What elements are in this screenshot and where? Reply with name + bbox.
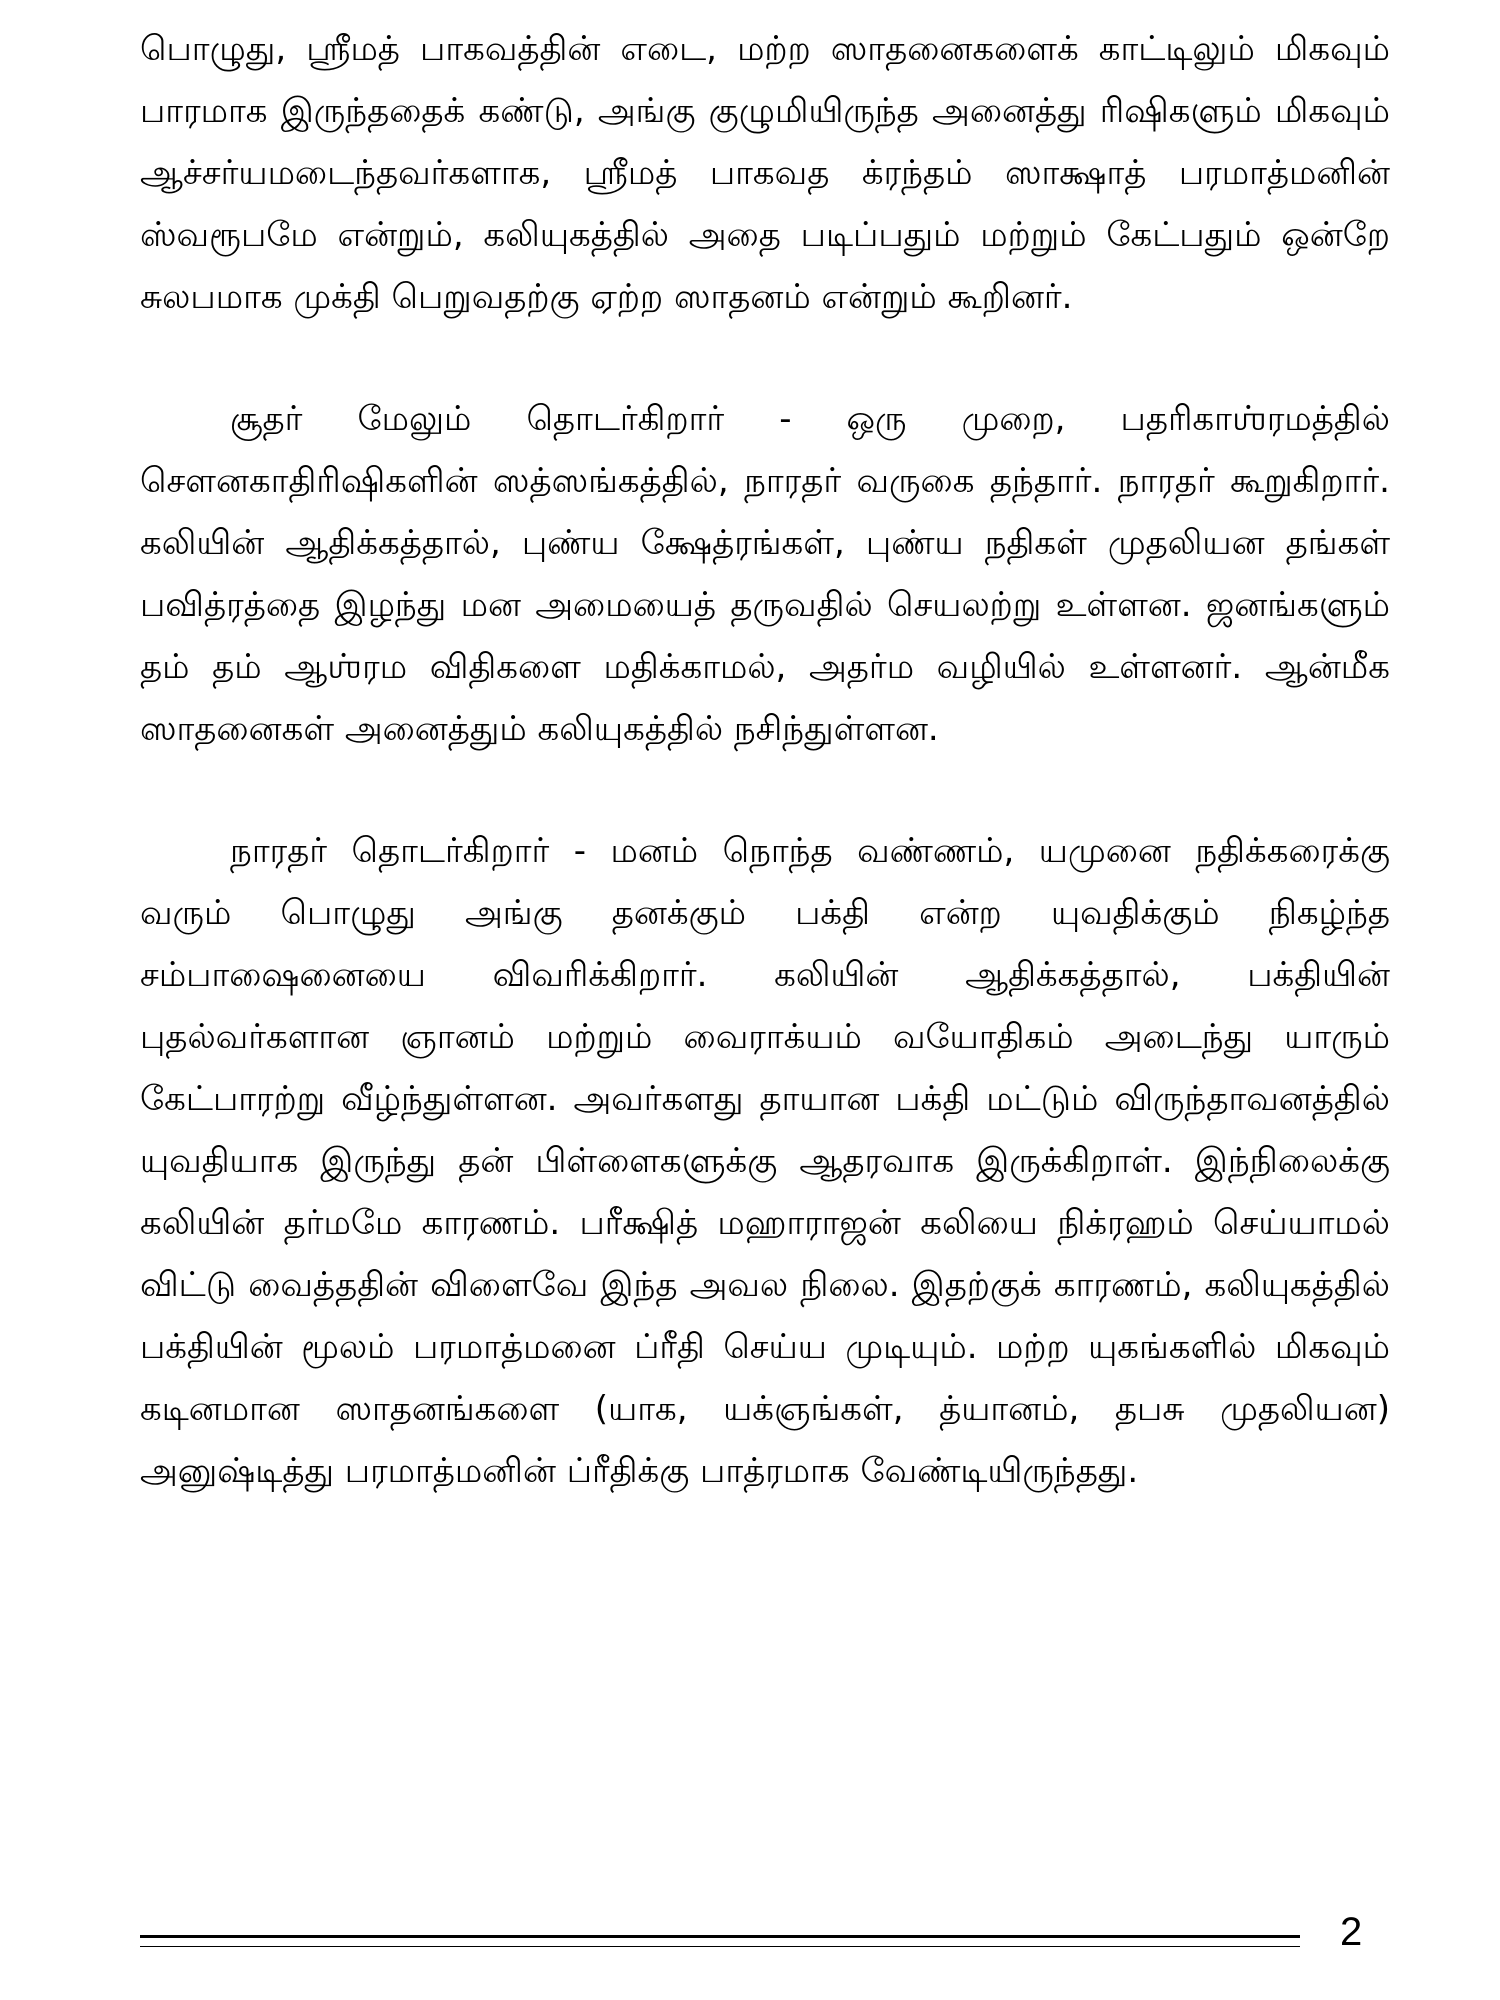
document-page [140, 18, 1390, 1562]
paragraph-2: சூதர் மேலும் தொடர்கிறார் - ஒரு முறை, பதரிகாஶ்ரமத்தில் சௌனகாதிரிஷிகளின் ஸத்ஸங்கத்தில், நாரதர் வருகை தந்தார். நாரதர் கூறுகிறார். கலியின் ஆதிக்கத்தால், புண்ய க்ஷேத்ரங்கள், புண்ய நதிகள் முதலியன தங்கள் பவித்ரத்தை இழந்து மன அமையைத் தருவதில் செயலற்று உள்ளன. ஜனங்களும் தம் தம் ஆஶ்ரம விதிகளை மதிக்காமல், அதர்ம வழியில் உள்ளனர். ஆன்மீக ஸாதனைகள் அனைத்தும் கலியுகத்தில் நசிந்துள்ளன. [140, 399, 1390, 749]
paragraph-3: நாரதர் தொடர்கிறார் - மனம் நொந்த வண்ணம், யமுனை நதிக்கரைக்கு வரும் பொழுது அங்கு தனக்கும் பக்தி என்ற யுவதிக்கும் நிகழ்ந்த சம்பாஷைனையை விவரிக்கிறார். கலியின் ஆதிக்கத்தால், பக்தியின் புதல்வர்களான ஞானம் மற்றும் வைராக்யம் வயோதிகம் அடைந்து யாரும் கேட்பாரற்று வீழ்ந்துள்ளன. அவர்களது தாயான பக்தி மட்டும் விருந்தாவனத்தில் யுவதியாக இருந்து தன் பிள்ளைகளுக்கு ஆதரவாக இருக்கிறாள். இந்நிலைக்கு கலியின் தர்மமே காரணம். பரீக்ஷித் மஹாராஜன் கலியை நிக்ரஹம் செய்யாமல் விட்டு வைத்ததின் விளைவே இந்த அவல நிலை. இதற்குக் காரணம், கலியுகத்தில் பக்தியின் மூலம் பரமாத்மனை ப்ரீதி செய்ய முடியும். மற்ற யுகங்களில் மிகவும் கடினமான ஸாதனங்களை (யாக, யக்ஞங்கள், த்யானம், தபசு முதலியன) அனுஷ்டித்து பரமாத்மனின் ப்ரீதிக்கு பாத்ரமாக வேண்டியிருந்தது. [140, 831, 1390, 1491]
footer-divider [140, 1935, 1300, 1947]
paragraph-1: பொழுது, ஸ்ரீமத் பாகவத்தின் எடை, மற்ற ஸாதனைகளைக் காட்டிலும் மிகவும் பாரமாக இருந்ததைக் கண்டு, அங்கு குழுமியிருந்த அனைத்து ரிஷிகளும் மிகவும் ஆச்சர்யமடைந்தவர்களாக, ஸ்ரீமத் பாகவத க்ரந்தம் ஸாக்ஷாத் பரமாத்மனின் ஸ்வரூபமே என்றும், கலியுகத்தில் அதை படிப்பதும் மற்றும் கேட்பதும் ஒன்றே சுலபமாக முக்தி பெறுவதற்கு ஏற்ற ஸாதனம் என்றும் கூறினர். [140, 29, 1390, 317]
page-number: 2 [1340, 1910, 1363, 1954]
